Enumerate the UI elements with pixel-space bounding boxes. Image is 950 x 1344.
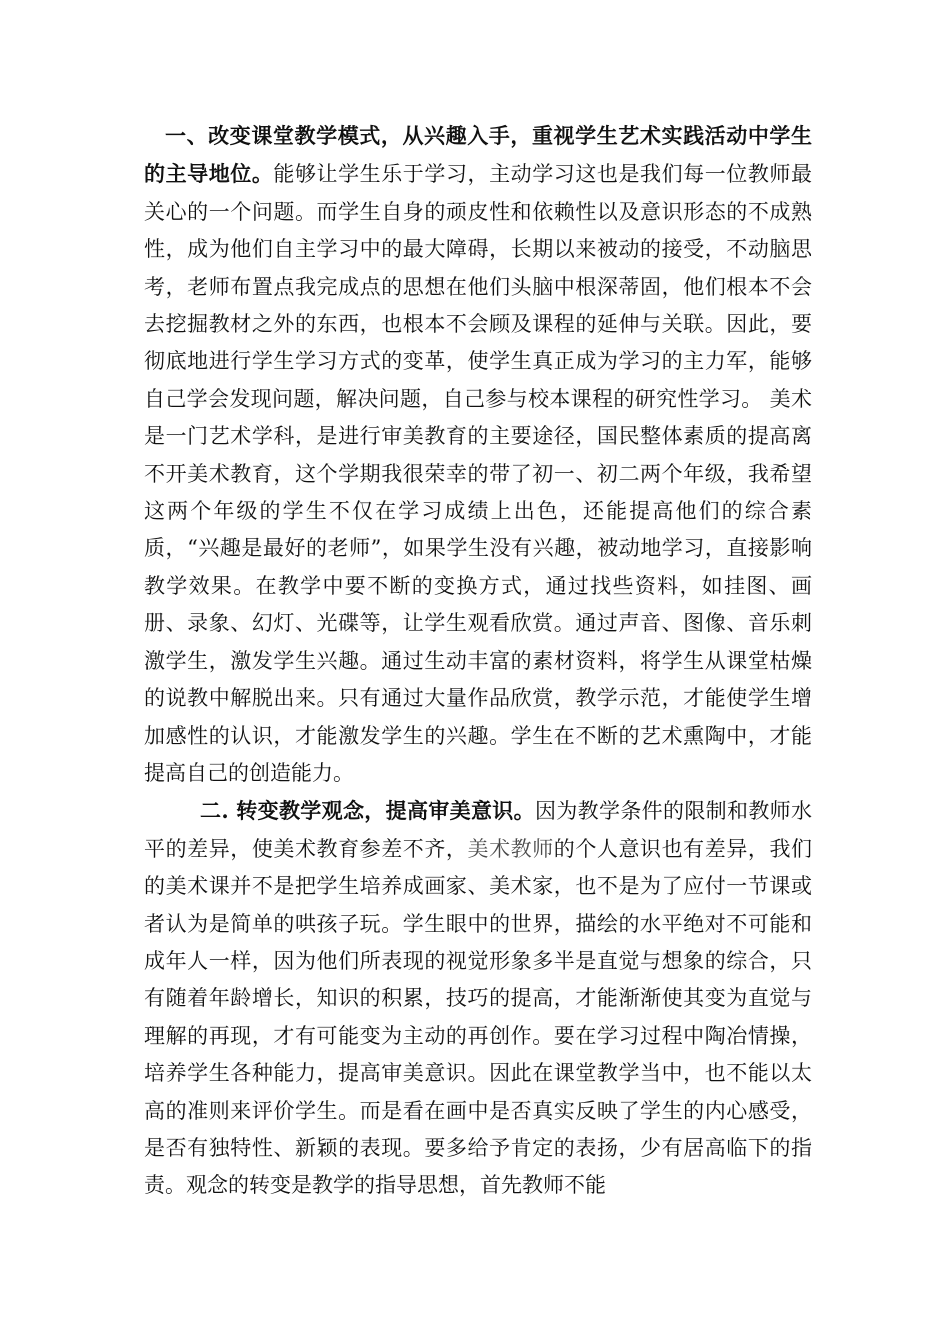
section-1-body: 能够让学生乐于学习，主动学习这也是我们每一位教师最关心的一个问题。而学生自身的顽皮性和依赖性以及意识形态的不成熟性，成为他们自主学习中的最大障碍，长期以来被动的接受，不动脑思考，老师布置点我完成点的思想在他们头脑中根深蒂固，他们根本不会去挖掘教材之外的东西，也根本不会顾及课程的延伸与关联。因此，要彻底地进行学生学习方式的变革，使学生真正成为学习的主力军，能够自己学会发现问题，解决问题，自己参与校本课程的研究性学习。 美术是一门艺术学科，是进行审美教育的主要途径，国民整体素质的提高离不开美术教育，这个学期我很荣幸的带了初一、初二两个年级，我希望这两个年级的学生不仅在学习成绩上出色，还能提高他们的综合素质，“兴趣是最好的老师”，如果学生没有兴趣，被动地学习，直接影响教学效果。在教学中要不断的变换方式，通过找些资料，如挂图、画册、录象、幻灯、光碟等，让学生观看欣赏。通过声音、图像、音乐刺激学生，激发学生兴趣。通过生动丰富的素材资料，将学生从课堂枯燥的说教中解脱出来。只有通过大量作品欣赏，教学示范，才能使学生增加感性的认识，才能激发学生的兴趣。学生在不断的艺术熏陶中，才能提高自己的创造能力。 [144,162,813,785]
section-1-heading: 一、改变课堂教学模式，从兴趣入手，重视学生艺术实践活动中学生的主导地位。 [144,123,812,187]
document-body [144,117,812,1205]
section-2-body-part-a: 因为教学条件的限制和教师水平的差异，使美术教育参差不齐， [144,799,813,861]
section-2-heading: 二. 转变教学观念，提高审美意识。 [200,798,535,824]
paragraph-section-2 [144,792,812,1204]
paragraph-section-1 [144,117,812,792]
section-2-body-part-b: 的个人意识也有差异，我们的美术课并不是把学生培养成画家、美术家，也不是为了应付一节课或者认为是简单的哄孩子玩。学生眼中的世界，描绘的水平绝对不可能和成年人一样，因为他们所表现的视觉形象多半是直觉与想象的综合，只有随着年龄增长，知识的积累，技巧的提高，才能渐渐使其变为直觉与理解的再现，才有可能变为主动的再创作。要在学习过程中陶冶情操，培养学生各种能力，提高审美意识。因此在课堂教学当中，也不能以太高的准则来评价学生。而是看在画中是否真实反映了学生的内心感受，是否有独特性、新颖的表现。要多给予肯定的表扬，少有居高临下的指责。观念的转变是教学的指导思想，首先教师不能 [144,836,813,1198]
section-2-highlighted-term: 美术教师 [467,836,554,861]
